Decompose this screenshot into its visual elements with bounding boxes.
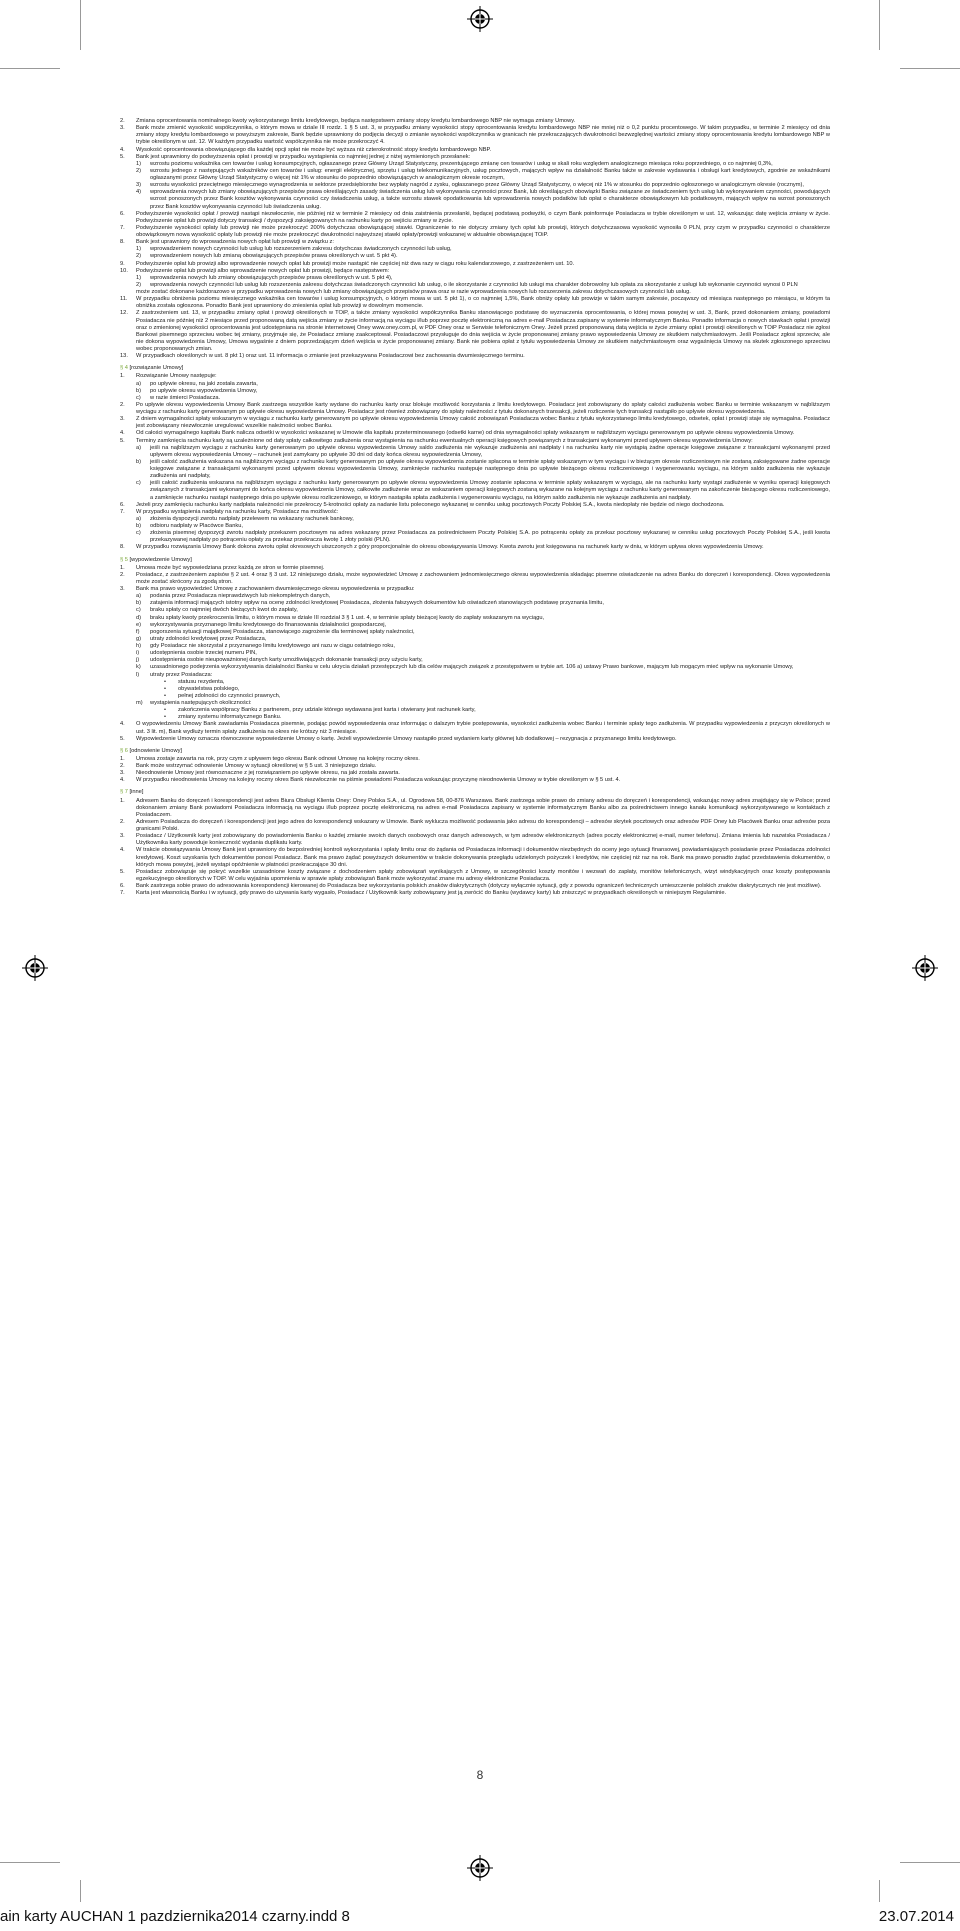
item-number: d) — [136, 614, 142, 621]
list-item — [136, 622, 830, 629]
item-text: wzrostu jednego z następujących wskaźników cen towarów i usług: energii elektrycznej, sprzętu i usług telekomunikacyjnych, usług pocztowych, mających wpływ na działalność Banku także w zakresie wydawania i obsługi kart kredytowych, zgodnie ze wskaźnikami ogłaszanymi przez Główny Urząd Statystyczny o więcej niż 1% w stosunku do poprzednio obowiązujących w analogicznym okresie rocznym, — [150, 167, 830, 181]
list-item — [120, 402, 830, 416]
crop-mark — [0, 1862, 60, 1863]
item-text: wzrostu poziomu wskaźnika cen towarów i usług konsumpcyjnych, ogłaszanego przez Główny Urząd Statystyczny, prezentującego zmianę cen towarów i usług w skali roku względem analogicznego miesiąca roku poprzedniego, o co najmniej 0,3%, — [150, 160, 773, 167]
list-item — [136, 664, 830, 671]
list-item — [136, 593, 830, 600]
item-text: W przypadku rozwiązania Umowy Bank dokona zwrotu opłat okresowych uiszczonych z góry proporcjonalnie do okresu obowiązywania Umowy. Kwota zwrotu jest księgowana na rachunek karty w dniu, w którym upływa okres wypowiedzenia Umowy. — [136, 544, 764, 551]
item-text: statusu rezydenta, — [178, 678, 225, 685]
item-text: W przypadku obniżenia poziomu miesięcznego wskaźnika cen towarów i usług konsumpcyjnych, o którym mowa w ust. 5 pkt 1), o co najmniej 1,5%, Bank obniży opłaty lub prowizje w takim samym zakresie, począwszy od miesiąca następnego po miesiącu, w którym ta obniżka została ogłoszona. Ponadto Bank jest uprawniony do zniesienia opłat lub prowizji w dowolnym momencie. — [136, 296, 830, 310]
item-number: 5. — [120, 153, 125, 160]
item-text: utraty zdolności kredytowej przez Posiadacza, — [150, 635, 267, 642]
item-number: 8. — [120, 544, 125, 551]
item-text: wzrostu wysokości przeciętnego miesięcznego wynagrodzenia w sektorze przedsiębiorstw bez wypłaty nagród z zysku, ogłaszanego przez Główny Urząd Statystyczny, o więcej niż 1% w stosunku do poprzednio ogłoszonego w analogicznym okresie (rocznym), — [150, 182, 804, 189]
item-number: 5. — [120, 437, 125, 444]
registration-mark-left — [22, 955, 48, 981]
item-number: 2. — [120, 571, 125, 578]
item-text: jeśli całość zadłużenia wskazana na najbliższym wyciągu z rachunku karty generowanym po upływie okresu wypowiedzenia zostanie spłacona w terminie spłaty wskazanym w tym wyciągu i w bieżącym okresie rozliczeniowym nie zostaną zaksięgowane żadne operacje księgowe związane z transakcjami wykonanymi przed upływem okresu wypowiedzenia Umowy, zamknięcie rachunku następuje następnego dnia po upływie bieżącego okresu rozliczeniowego i wygenerowaniu wyciągu, na którym saldo zadłużenia nie wykazuje zadłużenia ani nadpłaty, — [150, 458, 830, 480]
registration-mark-right — [912, 955, 938, 981]
item-number: 3. — [120, 770, 125, 777]
item-number: c) — [136, 530, 141, 537]
print-slug-filename: ain karty AUCHAN 1 pazdziernika2014 czarny.indd 8 — [0, 1908, 350, 1925]
item-text: Bank jest uprawniony do wprowadzenia nowych opłat lub prowizji w związku z: — [136, 239, 334, 246]
item-number: 1. — [120, 564, 125, 571]
item-number: • — [164, 678, 166, 685]
registration-mark-bottom — [467, 1855, 493, 1881]
registration-mark-top — [467, 6, 493, 32]
list-item — [120, 565, 830, 572]
crop-mark — [879, 0, 880, 50]
item-number: • — [164, 685, 166, 692]
item-number: l) — [136, 671, 140, 678]
item-number: 8. — [120, 239, 125, 246]
list-item — [120, 147, 830, 154]
item-number: i) — [136, 650, 140, 657]
item-text: Po upływie okresu wypowiedzenia Umowy Bank zastrzega wszystkie karty wydane do rachunku karty oraz blokuje możliwość korzystania z limitu kredytowego. Posiadacz jest zobowiązany do spłaty całości zadłużenia wobec Banku w terminie wskazanym w najbliższym wyciągu z rachunku karty generowanym po upływie okresu wypowiedzenia Umowy. Posiadacz jest również zobowiązany do spłaty należności z tytułu dokonanych transakcji, jeżeli rozliczenie tych transakcji nastąpiło po upływie okresu wypowiedzenia. — [136, 401, 830, 415]
item-text: Adresem Banku do doręczeń i korespondencji jest adres Biura Obsługi Klienta Oney: Oney Polska S.A., ul. Ogrodowa 58, 00-876 Warszawa. Bank zastrzega sobie prawo do zmiany adresu do doręczeń i korespondencji, wskazując nowy adres znajdujący się w Polsce; przed dokonaniem zmiany Bank powiadomi Posiadacza informacją na wyciągu i/lub poprzez pocztę elektroniczną na adres e-mail Posiadacza zapisany w systemie informatycznym Banku albo za pośrednictwem innego kanału komunikacji wykorzystywanego w kontaktach z Posiadaczem. — [136, 797, 830, 818]
item-text: zakończenia współpracy Banku z partnerem, przy udziale którego wydawana jest karta i otwierany jest rachunek karty, — [178, 707, 476, 714]
list-item — [136, 381, 830, 388]
item-number: 7. — [120, 890, 125, 897]
list-item — [120, 509, 830, 516]
item-number: j) — [136, 657, 140, 664]
item-number: 2) — [136, 253, 142, 260]
item-text: Bank może wstrzymać odnowienie Umowy w sytuacji określonej w § 5 ust. 3 niniejszego działu. — [136, 763, 377, 769]
list-item — [136, 636, 830, 643]
item-number: b) — [136, 458, 142, 465]
item-number: c) — [136, 394, 141, 401]
list-item — [164, 714, 830, 721]
item-number: 2. — [120, 763, 125, 769]
item-number: c) — [136, 607, 141, 614]
item-text: zatajenia informacji mających istotny wpływ na ocenę zdolności kredytowej Posiadacza, złożenia fałszywych dokumentów lub oświadczeń stanowiących podstawę przyznania limitu, — [150, 600, 604, 607]
item-text: W przypadkach określonych w ust. 8 pkt 1) oraz ust. 11 informacja o zmianie jest przekazywana Posiadaczowi bez zachowania dwumiesięcznego terminu. — [136, 353, 525, 360]
list-item — [136, 700, 830, 707]
section-6-title: § 6 [odnowienie Umowy] — [120, 747, 182, 754]
item-number: c) — [136, 480, 141, 487]
item-text: Bank ma prawo wypowiedzieć Umowę z zachowaniem dwumiesięcznego okresu wypowiedzenia w przypadku: — [136, 586, 415, 592]
list-item — [120, 416, 830, 430]
list-item — [136, 282, 830, 289]
list-item — [120, 502, 830, 509]
item-number: 13. — [120, 353, 128, 360]
item-text: Posiadacz / Użytkownik karty jest zobowiązany do powiadomienia Banku o każdej zmianie swoich danych osobowych oraz danych adresowych, w tym adresów elektronicznych (adres poczty elektronicznej e-mail, numer telefonu). Zmiana imienia lub nazwiska Posiadacza / Użytkownika karty powoduje konieczność wydania duplikatu karty. — [136, 833, 830, 847]
item-number: 1) — [136, 246, 142, 253]
list-item — [120, 756, 830, 763]
item-text: złożenia pisemnej dyspozycji zwrotu nadpłaty przekazem pocztowym na adres wskazany przez Posiadacza za pośrednictwem Poczty Polskiej S.A. po potrąceniu opłaty za przekaz pocztowy wykazanej w cenniku usług pocztowych Poczty Polskiej S.A., jeśli kwota przekazywanej nadpłaty po potrąceniu opłaty za przekaz przekracza kwotę 1 złoty polski (PLN). — [150, 530, 830, 544]
section-5-title: § 5 [wypowiedzenie Umowy] — [120, 556, 192, 563]
item-text: Bank może zmienić wysokość współczynnika, o którym mowa w dziale III rozdz. 1 § 5 ust. 3, w przypadku zmiany wysokości stopy oprocentowania kredytu lombardowego NBP nie mniej niż o 0,2 punktu procentowego. W takim przypadku, w terminie 2 miesięcy od dnia zmiany stopy kredytu lombardowego w powyższym zakresie, Bank będzie uprawniony do podjęcia decyzji o zmianie wysokości współczynnika w granicach nie przekraczających dwukrotności bezwzględnej wartości zmiany stopy oprocentowania kredytu lombardowego NBP w trybie określonym w ust. 12. W każdym przypadku wartość współczynnika nie może przekroczyć 4. — [136, 125, 830, 146]
item-number: 12. — [120, 310, 128, 317]
item-text: podania przez Posiadacza nieprawdziwych lub niekompletnych danych, — [150, 593, 331, 600]
terms-block-1 — [120, 118, 830, 161]
item-number: a) — [136, 444, 142, 451]
item-number: 2) — [136, 281, 142, 288]
item-number: 3. — [120, 586, 125, 592]
crop-mark — [80, 1880, 81, 1902]
item-number: 2) — [136, 167, 142, 174]
crop-mark — [0, 68, 60, 69]
item-number: f) — [136, 628, 140, 635]
item-text: braku spłaty kwoty przekroczenia limitu, o którym mowa w dziale III rozdział 3 § 1 ust. 4, w terminie spłaty bieżącej kwoty do zapłaty wskazanym na wyciągu, — [150, 614, 545, 621]
item-number: 4. — [120, 146, 125, 153]
item-number: • — [164, 707, 166, 714]
list-item — [164, 686, 830, 693]
item-number: 3. — [120, 833, 125, 840]
document-body — [120, 118, 830, 1758]
list-item — [164, 679, 830, 686]
list-item — [120, 544, 830, 551]
item-text: Posiadacz zobowiązuje się pokryć wszelkie uzasadnione koszty związane z dochodzeniem spłaty zobowiązań wynikających z Umowy, w szczególności koszty monitów i wezwań do zapłaty, monitów telefonicznych, wizyt windykacyjnych oraz koszty postępowania egzekucyjnego określonych w TOiP. W celu wyjaśnia upomnienia w sprawie spłaty zobowiązań Bank może wykorzystać znane mu adresy elektroniczne Posiadacza. — [136, 868, 830, 882]
item-text: wprowadzenia nowych lub zmiany obowiązujących przepisów prawa określających zasady świadczenia usług lub wykonywania czynności przez Bank, lub określających obowiązki Banku związane ze świadczeniem tych usług lub wykonywaniem czynności, powodujących wzrost ponoszonych przez Bank kosztów wykonywania czynności czy świadczenia usług, a także wzrostu stawek opodatkowania lub wprowadzenia nowych podatków lub opłat o charakterze obowiązkowym lub podatkowym, mających wpływ na wzrost ponoszonych przez Bank kosztów wykonywania czynności lub świadczenia usług. — [150, 189, 830, 210]
list-item — [136, 253, 830, 260]
list-item — [120, 373, 830, 380]
item-number: k) — [136, 664, 141, 671]
list-item — [136, 650, 830, 657]
list-item — [136, 516, 830, 523]
item-number: g) — [136, 635, 142, 642]
item-number: 6. — [120, 210, 125, 217]
item-text: uzasadnionego podejrzenia wykorzystywania działalności Banku w celu ukrycia działań przestępczych lub dla celów mających związek z przestępstwem w trybie art. 106 a) ustawy Prawo bankowe, mającym lub mogącym mieć wpływ na wykonanie Umowy, — [150, 664, 794, 671]
list-item — [136, 480, 830, 501]
item-number: m) — [136, 700, 143, 706]
list-item — [136, 388, 830, 395]
list-item — [136, 530, 830, 544]
item-text: wprowadzeniem nowych lub zmianą obowiązujących przepisów prawa określonych w ust. 5 pkt 4). — [150, 253, 398, 260]
list-item — [136, 600, 830, 607]
item-number: 3) — [136, 182, 142, 189]
list-item — [136, 459, 830, 480]
item-text: wprowadzenia nowych lub zmiany obowiązujących przepisów prawa określonych w ust. 5 pkt 4), — [150, 274, 393, 281]
item-text: Terminy zamknięcia rachunku karty są uzależnione od daty spłaty całkowitego zadłużenia oraz wystąpienia na rachunku ewentualnych operacji księgowych powiązanych z transakcjami wykonanymi przed upływem okresu wypowiedzenia Umowy: — [136, 437, 753, 444]
item-text: W trakcie obowiązywania Umowy Bank jest uprawniony do bezpośredniej kontroli wykorzystania i spłaty limitu oraz do żądania od Posiadacza informacji i dokumentów niezbędnych do oceny jego sytuacji finansowej, powiadamiających posiadanie przez Posiadacza zdolności kredytowej. Koszt uzyskania tych dokumentów ponosi Posiadacz. Bank ma prawo żądać powyższych dokumentów w trakcie dokonywania przeglądu udzielonych pożyczek i kredytów, nie częściej niż raz na rok. Bank ma prawo ponadto żądać przedstawienia dokumentów, o których mowa powyżej, jeżeli wystąpi opóźnienie w płatności przekraczające 30 dni. — [136, 847, 830, 868]
item-number: 10. — [120, 267, 128, 274]
item-text: braku spłaty co najmniej dwóch bieżących kwot do zapłaty, — [150, 607, 298, 614]
list-item — [120, 211, 830, 225]
item-number: b) — [136, 600, 142, 607]
terms-block-4 — [120, 289, 830, 360]
item-number: 4) — [136, 189, 142, 196]
list-item — [136, 275, 830, 282]
item-text: jeśli całość zadłużenia wskazana na najbliższym wyciągu z rachunku karty generowanym po upływie okresu wypowiedzenia Umowy zostanie spłacona w terminie spłaty wskazanym w wyciągu, ale na rachunku karty wystąpi zadłużenie w wyniku operacji księgowych związanych z transakcjami wykonanymi do końca okresu wypowiedzenia Umowy, całkowite zadłużenie wraz ze wskazaniem operacji księgowych zostaną wykazane na kolejnym wyciągu z rachunku karty generowanym na zakończenie bieżącego okresu rozliczeniowego, a zamknięcie rachunku nastąpi następnego dnia po upływie okresu rozliczeniowego, w którym nastąpiła spłata zadłużenia i wygenerowaniu wyciągu, na którym saldo zadłużenia nie wykazuje zadłużenia ani nadpłaty. — [150, 480, 830, 501]
list-item — [136, 445, 830, 459]
item-number: 4. — [120, 721, 125, 728]
section-7-title: § 7 [inne] — [120, 789, 144, 796]
list-item — [120, 777, 830, 784]
list-item — [120, 296, 830, 310]
item-number: 4. — [120, 430, 125, 437]
item-text: W przypadku wystąpienia nadpłaty na rachunku karty, Posiadacz ma możliwość: — [136, 508, 339, 515]
item-number: 2. — [120, 818, 125, 825]
item-text: Bank zastrzega sobie prawo do adresowania korespondencji kierowanej do Posiadacza bez wykorzystania polskich znaków diakrytycznych (dotyczy wyłącznie sytuacji, gdy z powodu ograniczeń technicznych umieszczenie polskich znaków diakrytycznych nie jest możliwe). — [136, 883, 822, 889]
list-item — [164, 693, 830, 700]
item-text: O wypowiedzeniu Umowy Bank zawiadamia Posiadacza pisemnie, podając powód wypowiedzenia oraz informując o dalszym trybie postępowania, wysokości zadłużenia wobec Banku i terminie spłaty tego zadłużenia. W przypadku wypowiedzenia z przyczyn określonych w ust. 3 lit. m), Bank wydłuży termin spłaty zadłużenia na okres nie krótszy niż 3 miesiące. — [136, 721, 830, 735]
item-text: Podwyższenie wysokości opłaty lub prowizji nie może przekroczyć 200% dotychczas obowiązującej stawki. Ograniczenie to nie dotyczy zmiany tych opłat lub prowizji, których dotychczasowa wysokość wynosiła 0 PLN, przy czym w przypadku czynności o charakterze obowiązkowym nowa wysokość opłaty lub prowizji nie może przekroczyć dwukrotności najwyższej stawki opłaty/prowizji wskazanej w aktualnie obowiązującej TOiP. — [136, 224, 830, 238]
item-text: po upływie okresu, na jaki została zawarta, — [150, 380, 258, 387]
item-text: zmiany systemu informatycznego Banku. — [178, 714, 282, 721]
item-text: wprowadzeniem nowych czynności lub usług lub rozszerzeniem zakresu dotychczas świadczonych czynności lub usług, — [150, 246, 452, 253]
item-text: Z zastrzeżeniem ust. 13, w przypadku zmiany opłat i prowizji określonych w TOiP, a także zmiany wysokości współczynnika Banku stanowiącego podstawę do wyznaczenia oprocentowania, o której mowa powyżej w ust. 3, Bank, przed dokonaniem zmiany, powiadomi Posiadacza nie później niż 2 miesiące przed proponowaną datą wejścia zmiany w życie informacją na wyciągu i/lub poprzez pocztę elektroniczną na adres e-mail Posiadacza zapisany w systemie informatycznym Banku. Ponadto informacja o nowych stawkach opłat i prowizji oraz o zmienionej wysokości oprocentowania jest udostępniana na stronie internetowej Oney www.oney.com.pl, w PDF Oney oraz w Serwisie telefonicznym Oney. Jeżeli przed proponowaną datą wejścia w życie zmiany opłat i prowizji określonych w TOiP Posiadacz nie zgłosi Bankowi pisemnego sprzeciwu wobec tej zmiany, przyjmuje się, że Posiadacz zmianę zaakceptował. Posiadaczowi przysługuje do dnia wejścia w życie proponowanej zmiany prawo wypowiedzenia Umowy ze skutkiem natychmiastowym. Jeśli Posiadacz zgłosi sprzeciw, ale nie dokona wypowiedzenia Umowy, Umowa wygaśnie z dniem poprzedzającym dzień wejścia w życie proponowanej zmiany. Bank nie pobiera opłat z tytułu wypowiedzenia Umowy ze skutkiem natychmiastowym oraz wygaśnięcia Umowy na skutek zgłoszonego sprzeciwu wobec proponowanych zmian. — [136, 310, 830, 352]
list-item — [120, 353, 830, 360]
crop-mark — [80, 0, 81, 50]
terms-block-2-sub — [120, 246, 830, 260]
list-item — [120, 883, 830, 890]
item-number: 5. — [120, 735, 125, 742]
list-item — [136, 246, 830, 253]
item-number: 7. — [120, 224, 125, 231]
list-item — [136, 629, 830, 636]
list-item — [120, 261, 830, 268]
item-text: Podwyższenie opłat lub prowizji albo wprowadzenie nowych opłat lub prowizji może nastąpić nie częściej niż dwa razy w ciągu roku kalendarzowego, z zastrzeżeniem ust. 10. — [136, 260, 575, 267]
list-item — [120, 833, 830, 847]
terms-block-3-sub — [120, 275, 830, 289]
list-item — [136, 189, 830, 210]
item-number: 11. — [120, 296, 128, 303]
item-text: Zmiana oprocentowania nominalnego kwoty wykorzystanego limitu kredytowego, będąca następstwem zmiany stopy kredytu lombardowego NBP nie wymaga zmiany Umowy. — [136, 118, 576, 124]
item-text: Od całości wymagalnego kapitału Bank nalicza odsetki w wysokości wskazanej w Umowie dla kapitału przeterminowanego (odsetki karne) od dnia wymagalności spłaty wskazanym w najbliższym wyciągu generowanym po upływie okresu wypowiedzenia Umowy. — [136, 430, 795, 437]
list-item — [136, 643, 830, 650]
item-number: a) — [136, 380, 142, 387]
item-number: h) — [136, 643, 142, 649]
print-slug-date: 23.07.2014 — [878, 1908, 954, 1925]
item-number: b) — [136, 387, 142, 394]
item-number: 7. — [120, 508, 125, 515]
list-item — [136, 607, 830, 614]
item-text: utraty przez Posiadacza: — [150, 671, 213, 678]
item-number: 1. — [120, 373, 125, 380]
list-item — [136, 395, 830, 402]
crop-mark — [900, 1862, 960, 1863]
list-item — [120, 572, 830, 586]
list-item — [120, 763, 830, 770]
item-number: 6. — [120, 501, 125, 508]
item-text: Wysokość oprocentowania obowiązującego dla każdej opcji spłat nie może być wyższa niż czterokrotność stopy kredytu lombardowego NBP. — [136, 146, 492, 153]
list-item — [136, 523, 830, 530]
item-text: wystąpienia następujących okoliczności: — [150, 700, 252, 706]
item-text: Jeżeli przy zamknięciu rachunku karty nadpłata należności nie przekroczy 5-krotności opłaty za nadanie listu poleconego wykazanej w cenniku usług pocztowych Poczty Polskiej S.A., kwota niedopłaty nie będzie od niego dochodzona. — [136, 501, 725, 508]
item-number: 1) — [136, 160, 142, 167]
item-number — [120, 289, 136, 296]
item-text: Nieodnowienie Umowy jest równoznaczne z jej rozwiązaniem po upływie okresu, na jaki została zawarta. — [136, 770, 400, 777]
list-item — [120, 721, 830, 735]
item-number: 4. — [120, 847, 125, 854]
item-text: Bank jest uprawniony do podwyższenia opłat i prowizji w przypadku wystąpienia co najmniej jednej z niżej wymienionych przesłanek: — [136, 153, 471, 160]
item-number: 1) — [136, 274, 142, 281]
page-number: 8 — [476, 1768, 484, 1782]
item-text: Posiadacz, z zastrzeżeniem zapisów § 2 ust. 4 oraz § 3 ust. 12 niniejszego działu, może wypowiedzieć Umowę z zachowaniem jednomiesięcznego okresu wypowiedzenia składając pisemne oświadczenie na adres Banku do doręczeń i korespondencji. Okres wypowiedzenia może zostać skrócony za zgodą stron. — [136, 571, 830, 585]
item-number: 5. — [120, 868, 125, 875]
item-text: może zostać dokonane każdorazowo w przypadku wprowadzenia nowych lub zmiany obowiązujących przepisów prawa oraz w razie wprowadzenia nowych lub rozszerzenia zakresu dotychczasowych czynności lub usług. — [136, 289, 691, 295]
item-text: Podwyższenie wysokości opłat / prowizji nastąpi niezwłocznie, nie później niż w terminie 2 miesięcy od dnia zaistnienia przesłanki, będącej podstawą podwyżki, o czym Bank poinformuje Posiadacza w trybie określonym w ust. 12, wskazując datę wejścia zmiany w życie. Podwyższenie opłat lub prowizji dotyczy transakcji / dyspozycji zaksięgowanych na rachunku karty po wejściu zmiany w życie. — [136, 210, 830, 224]
list-item — [120, 225, 830, 239]
item-text: gdy Posiadacz nie skorzystał z przyznanego limitu kredytowego ani razu w ciągu ostatniego roku, — [150, 643, 396, 649]
item-number: a) — [136, 593, 142, 600]
item-text: złożenia dyspozycji zwrotu nadpłaty przelewem na wskazany rachunek bankowy, — [150, 515, 354, 522]
item-number: 2. — [120, 401, 125, 408]
item-text: w razie śmierci Posiadacza. — [150, 394, 221, 401]
terms-block-3 — [120, 261, 830, 275]
section-7-items — [120, 798, 830, 898]
item-number: 1. — [120, 755, 125, 762]
item-text: wprowadzenia nowych czynności lub usług lub rozszerzenia zakresu dotychczas świadczonych czynności lub usług, o ile skorzystanie z czynności lub usługi ma charakter dobrowolny lub opłata za skorzystanie z usługi lub wykonanie czynności wynosi 0 PLN — [150, 281, 798, 288]
list-item — [136, 168, 830, 182]
item-number: 6. — [120, 883, 125, 889]
item-text: udostępnienia osobie trzeciej numeru PIN, — [150, 650, 257, 657]
list-item — [120, 268, 830, 275]
list-item — [120, 847, 830, 868]
list-item — [120, 289, 830, 296]
list-item — [120, 118, 830, 125]
list-item — [120, 736, 830, 743]
item-text: odbioru nadpłaty w Placówce Banku, — [150, 523, 243, 529]
item-text: pełnej zdolności do czynności prawnych, — [178, 692, 281, 699]
item-text: obywatelstwa polskiego, — [178, 685, 240, 692]
list-item — [136, 657, 830, 664]
list-item — [120, 310, 830, 353]
list-item — [120, 586, 830, 593]
list-item — [120, 154, 830, 161]
item-text: jeśli na najbliższym wyciągu z rachunku karty generowanym po upływie okresu wypowiedzenia Umowy saldo zadłużenia nie wykazuje zadłużenia ani nadpłaty i na rachunku karty nie wystąpią żadne operacje księgowe związane z transakcjami wykonanymi przed upływem okresu wypowiedzenia Umowy – rachunek jest zamykany po upływie 30 dni od daty końca okresu wypowiedzenia Umowy, — [150, 444, 830, 458]
section-6-items — [120, 756, 830, 785]
item-text: Z dniem wymagalności spłaty wskazanym w wyciągu z rachunku karty generowanym po upływie okresu wypowiedzenia Umowy całość zobowiązań Posiadacza wobec Banku z tytułu wykorzystanego limitu kredytowego, odsetek, opłat i prowizji staje się wymagalna. Posiadacz jest zobowiązany niezwłocznie uregulować wszelkie należności wobec Banku. — [136, 416, 830, 430]
item-number: • — [164, 692, 166, 699]
crop-mark — [900, 68, 960, 69]
list-item — [120, 239, 830, 246]
list-item — [136, 672, 830, 679]
item-text: Karta jest własnością Banku i w sytuacji, gdy prawo do używania karty wygasło, Posiadacz / Użytkownik karty zobowiązany jest ją zwrócić do Banku (wydawcy karty) lub zniszczyć w przypadkach określonych w niniejszym Regulaminie. — [136, 890, 727, 897]
list-item — [136, 182, 830, 189]
item-text: udostępnienia osobie nieupoważnionej danych karty umożliwiających dokonanie transakcji przy użyciu karty, — [150, 657, 423, 664]
list-item — [120, 125, 830, 146]
item-text: po upływie okresu wypowiedzenia Umowy, — [150, 387, 258, 394]
item-number: e) — [136, 621, 142, 628]
terms-block-1-sub — [120, 161, 830, 211]
list-item — [120, 869, 830, 883]
item-number: 4. — [120, 777, 125, 784]
item-number: 2. — [120, 118, 125, 124]
crop-mark — [879, 1880, 880, 1902]
item-text: W przypadku nieodnowienia Umowy na kolejny roczny okres Bank niezwłocznie na piśmie powiadomi Posiadacza wskazując przyczynę nieodnowienia Umowy w trybie określonym w § 5 ust. 4. — [136, 777, 621, 784]
list-item — [136, 161, 830, 168]
item-text: Podwyższenie opłat lub prowizji albo wprowadzenie nowych opłat lub prowizji, będące następstwem: — [136, 267, 390, 274]
section-5-items — [120, 565, 830, 743]
item-text: Umowa może być wypowiedziana przez każdą ze stron w formie pisemnej. — [136, 564, 325, 571]
section-4-items — [120, 373, 830, 551]
item-text: Rozwiązanie Umowy następuje: — [136, 373, 217, 380]
list-item — [120, 430, 830, 437]
item-text: wykorzystywania przyznanego limitu kredytowego do finansowania działalności gospodarczej, — [150, 621, 387, 628]
list-item — [164, 707, 830, 714]
item-text: Wypowiedzenie Umowy oznacza równoczesne wypowiedzenie Umowy o kartę. Jeżeli wypowiedzenie Umowy nastąpiło przed wydaniem karty głównej lub dodatkowej – rezygnacja z przyznanego limitu kredytowego. — [136, 735, 677, 742]
item-number: • — [164, 714, 166, 721]
item-text: pogorszenia sytuacji majątkowej Posiadacza, stanowiącego zagrożenie dla terminowej spłaty należności, — [150, 628, 415, 635]
section-4-title: § 4 [rozwiązanie Umowy] — [120, 365, 184, 372]
list-item — [120, 798, 830, 819]
list-item — [120, 770, 830, 777]
list-item — [136, 615, 830, 622]
item-number: 1. — [120, 797, 125, 804]
item-number: a) — [136, 515, 142, 522]
item-number: 9. — [120, 260, 125, 267]
item-number: 3. — [120, 125, 125, 132]
terms-block-2 — [120, 211, 830, 247]
item-number: b) — [136, 523, 142, 529]
list-item — [120, 890, 830, 897]
list-item — [120, 819, 830, 833]
item-text: Adresem Posiadacza do doręczeń i korespondencji jest jego adres do korespondencji wskazany w Umowie. Bank wyklucza możliwość podawania jako adresu do korespondencji – adresów skrytek pocztowych oraz adresów PDF Oney lub Placówek Banku oraz adresów poza granicami Polski. — [136, 818, 830, 832]
item-text: Umowa zostaje zawarta na rok, przy czym z upływem tego okresu Bank odnowi Umowę na kolejny roczny okres. — [136, 755, 420, 762]
item-number: 3. — [120, 416, 125, 423]
list-item — [120, 438, 830, 445]
